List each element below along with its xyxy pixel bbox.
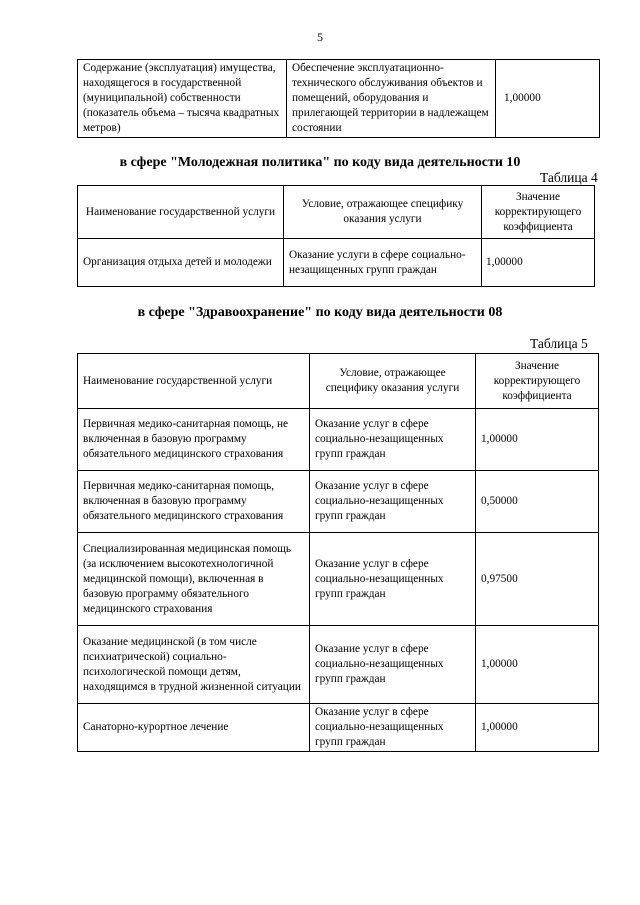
service-cell: Организация отдыха детей и молодежи	[78, 239, 284, 287]
header-service: Наименование государственной услуги	[78, 186, 284, 239]
value-cell: 1,00000	[476, 704, 599, 752]
table-header-row	[78, 354, 599, 409]
value-cell: 1,00000	[476, 626, 599, 704]
condition-cell: Обеспечение эксплуатационно-технического обслуживания объектов и помещений, оборудования и прилегающей территории в надлежащем состоянии	[287, 60, 496, 138]
table-row	[78, 239, 595, 287]
service-cell: Первичная медико-санитарная помощь, не включенная в базовую программу обязательного медицинского страхования	[78, 409, 310, 471]
maintenance-table	[77, 59, 600, 138]
service-cell: Содержание (эксплуатация) имущества, находящегося в государственной (муниципальной) собственности (показатель объема – тысяча квадратных метров)	[78, 60, 287, 138]
section-heading-health: в сфере "Здравоохранение" по коду вида деятельности 08	[137, 305, 503, 320]
header-condition: Условие, отражающее специфику оказания услуги	[284, 186, 482, 239]
header-condition: Условие, отражающее специфику оказания услуги	[310, 354, 476, 409]
section-heading-youth: в сфере "Молодежная политика" по коду вида деятельности 10	[119, 155, 521, 170]
value-cell: 1,00000	[476, 409, 599, 471]
condition-cell: Оказание услуг в сфере социально-незащищенных групп граждан	[310, 471, 476, 533]
table-row	[78, 626, 599, 704]
condition-cell: Оказание услуг в сфере социально-незащищенных групп граждан	[310, 533, 476, 626]
value-cell: 0,50000	[476, 471, 599, 533]
table-row	[78, 471, 599, 533]
condition-cell: Оказание услуг в сфере социально-незащищенных групп граждан	[310, 704, 476, 752]
table-label-4: Таблица 4	[540, 170, 598, 185]
value-cell: 1,00000	[496, 60, 600, 138]
table-row	[78, 533, 599, 626]
condition-cell: Оказание услуг в сфере социально-незащищенных групп граждан	[310, 626, 476, 704]
header-value: Значение корректирующего коэффициента	[476, 354, 599, 409]
table-row	[78, 704, 599, 752]
health-table	[77, 353, 599, 752]
service-cell: Первичная медико-санитарная помощь, включенная в базовую программу обязательного медицинского страхования	[78, 471, 310, 533]
page-number: 5	[317, 30, 323, 44]
value-cell: 0,97500	[476, 533, 599, 626]
value-cell: 1,00000	[482, 239, 595, 287]
table-header-row	[78, 186, 595, 239]
service-cell: Санаторно-курортное лечение	[78, 704, 310, 752]
table-row	[78, 60, 600, 138]
header-service: Наименование государственной услуги	[78, 354, 310, 409]
service-cell: Оказание медицинской (в том числе психиатрической) социально-психологической помощи детям, находящимся в трудной жизненной ситуации	[78, 626, 310, 704]
condition-cell: Оказание услуг в сфере социально-незащищенных групп граждан	[310, 409, 476, 471]
service-cell: Специализированная медицинская помощь (за исключением высокотехнологичной медицинской помощи), включенная в базовую программу обязательного медицинского страхования	[78, 533, 310, 626]
header-value: Значение корректирующего коэффициента	[482, 186, 595, 239]
table-label-5: Таблица 5	[530, 336, 588, 351]
youth-table	[77, 185, 595, 287]
table-row	[78, 409, 599, 471]
condition-cell: Оказание услуги в сфере социально-незащищенных групп граждан	[284, 239, 482, 287]
